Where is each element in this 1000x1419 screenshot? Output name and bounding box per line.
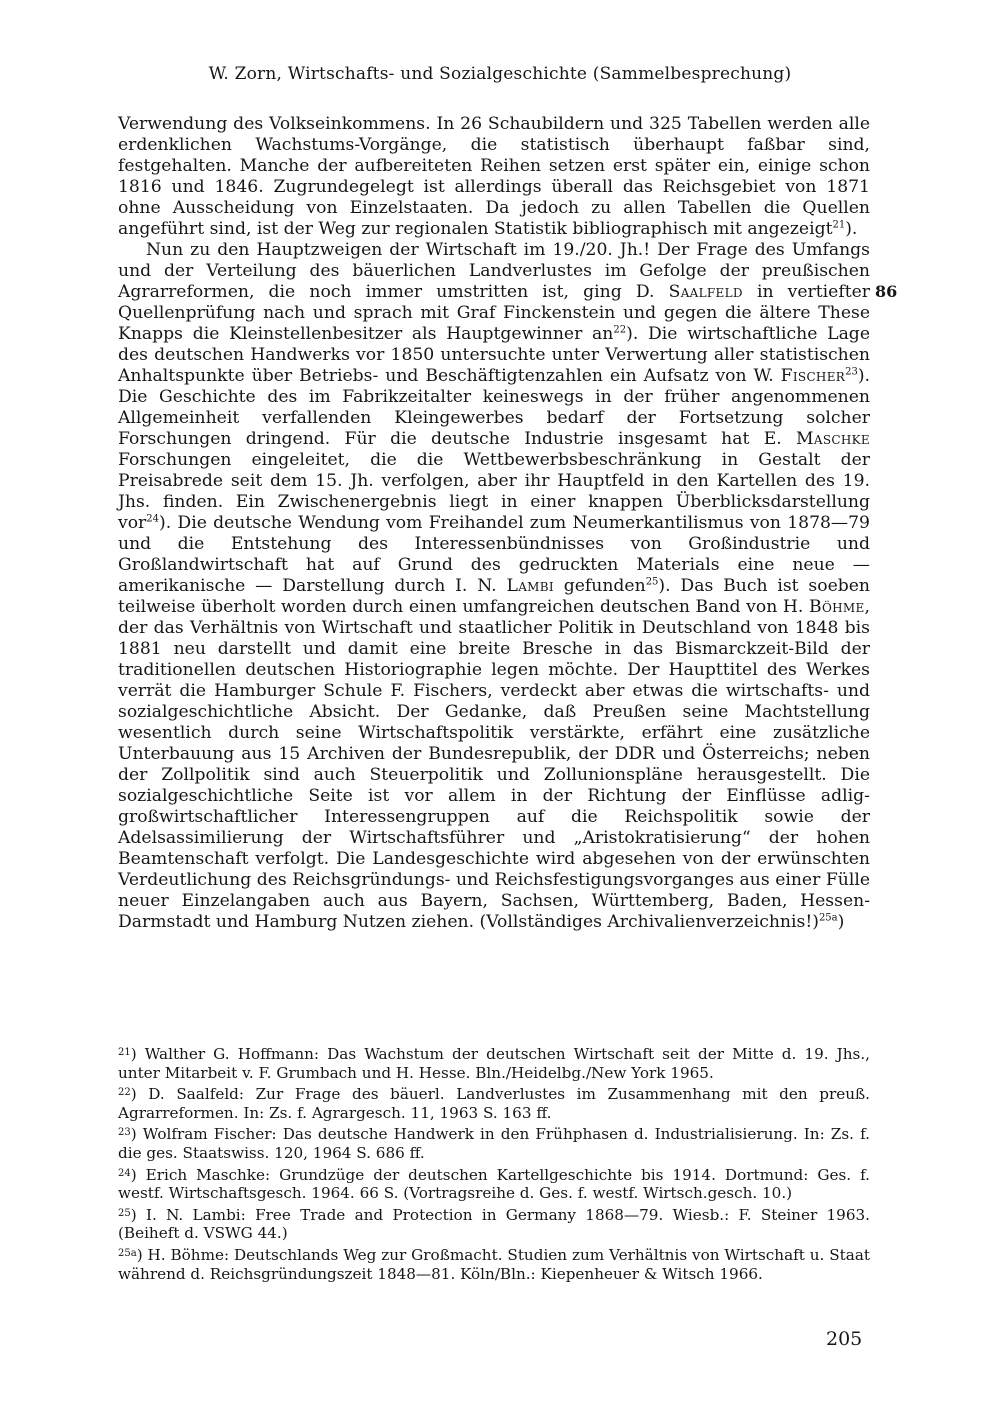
footnote-mark: 21: [118, 1047, 131, 1058]
footnote-mark: 24: [118, 1167, 131, 1179]
text-segment: ). Die deutsche Wendung vom Freihandel zum Neumerkantilismus von 1878—79 und die Entstehung des Interessenbündnisses von Großindustrie und Großlandwirtschaft hat auf Grund des gedruckten Materials eine neue — amerikanische — Darstellung durch I. N.: [118, 513, 870, 596]
footnote-ref-24: 24: [146, 513, 160, 525]
author-name-maschke: Maschke: [796, 429, 870, 449]
author-name-boehme: Böhme: [809, 597, 865, 617]
text-segment: gefunden: [553, 576, 646, 596]
footnote-ref-22: 22: [613, 324, 627, 336]
paragraph-1-end: ).: [845, 219, 858, 239]
text-segment: in vertiefter Quellenprüfung nach und sprach mit Graf Finckenstein und gegen die ältere These Knapps die Kleinstellenbesitzer als Hauptgewinner an: [118, 282, 870, 344]
footnote-mark: 22: [118, 1087, 131, 1099]
footnote-ref-21: 21: [832, 219, 846, 231]
text-segment: ). Das Buch ist soeben teilweise überholt worden durch einen umfangreichen deutschen Band von H.: [118, 576, 870, 617]
footnote-text: ) I. N. Lambi: Free Trade and Protection in Germany 1868—79. Wiesb.: F. Steiner 1963. (Beiheft d. VSWG 44.): [118, 1205, 870, 1243]
running-header: W. Zorn, Wirtschafts- und Sozialgeschichte (Sammelbesprechung): [208, 64, 792, 84]
footnote-25: [118, 1206, 870, 1243]
author-name-lambi: Lambi: [506, 576, 554, 596]
text-segment: ): [837, 912, 845, 932]
footnote-23: [118, 1125, 870, 1162]
main-text: [118, 114, 870, 933]
footnote-21: [118, 1045, 870, 1082]
footnote-text: ) Wolfram Fischer: Das deutsche Handwerk in den Frühphasen d. Industrialisierung. In: Zs. f. die ges. Staatswiss. 120, 1964 S. 686 ff.: [118, 1125, 870, 1162]
paragraph-1: [118, 114, 870, 240]
footnote-24: [118, 1166, 870, 1203]
footnote-text: ) H. Böhme: Deutschlands Weg zur Großmacht. Studien zum Verhältnis von Wirtschaft u. Staat während d. Reichsgründungszeit 1848—81. Köln/Bln.: Kiepenheuer & Witsch 1966.: [118, 1245, 870, 1283]
footnote-25a: [118, 1246, 870, 1283]
footnote-mark: 23: [118, 1127, 131, 1139]
page-number: 205: [826, 1328, 863, 1350]
footnote-text: ) D. Saalfeld: Zur Frage des bäuerl. Landverlustes im Zusammenhang mit den preuß. Agrarreformen. In: Zs. f. Agrargesch. 11, 1963 S. 163 ff.: [118, 1085, 870, 1122]
paragraph-2: [118, 240, 870, 933]
footnote-text: ) Walther G. Hoffmann: Das Wachstum der deutschen Wirtschaft seit der Mitte d. 19. Jhs., unter Mitarbeit v. F. Grumbach und H. Hesse. Bln./Heidelbg./New York 1965.: [118, 1045, 870, 1082]
footnote-ref-23: 23: [845, 366, 858, 378]
footnote-mark: 25a: [118, 1247, 137, 1259]
margin-number: 86: [875, 282, 898, 301]
footnotes: [118, 1045, 870, 1286]
paragraph-1-text: Verwendung des Volkseinkommens. In 26 Schaubildern und 325 Tabellen werden alle erdenklichen Wachstums-Vorgänge, die statistisch überhaupt faßbar sind, festgehalten. Manche der aufbereiteten Reihen setzen erst später ein, einige schon 1816 und 1846. Zugrundegelegt ist allerdings überall das Reichsgebiet von 1871 ohne Ausscheidung von Einzelstaaten. Da jedoch zu allen Tabellen die Quellen angeführt sind, ist der Weg zur regionalen Statistik bibliographisch mit angezeigt: [118, 114, 870, 239]
footnote-22: [118, 1085, 870, 1122]
footnote-ref-25: 25: [645, 576, 659, 588]
text-segment: ). Die wirtschaftliche Lage des deutschen Handwerks vor 1850 untersuchte unter Verwertung aller statistischen Anhaltspunkte über Betriebs- und Beschäftigtenzahlen ein Aufsatz von W.: [118, 324, 870, 386]
text-segment: , der das Verhältnis von Wirtschaft und staatlicher Politik in Deutschland von 1848 bis 1881 neu darstellt und damit eine breite Bresche in das Bismarckzeit-Bild der traditionellen deutschen Historiographie legen möchte. Der Haupttitel des Werkes verrät die Hamburger Schule F. Fischers, verdeckt aber etwas die wirtschafts- und sozialgeschichtliche Absicht. Der Gedanke, daß Preußen seine Machtstellung wesentlich durch seine Wirtschaftspolitik verstärkte, erfährt eine zusätzliche Unterbauung aus 15 Archiven der Bundesrepublik, der DDR und Österreichs; neben der Zollpolitik sind auch Steuerpolitik und Zollunionspläne herausgestellt. Die sozialgeschichtliche Seite ist vor allem in der Richtung der Einflüsse adlig-großwirtschaftlicher Interessengruppen auf die Reichspolitik sowie der Adelsassimilierung der Wirtschaftsführer und „Aristokratisierung“ der hohen Beamtenschaft verfolgt. Die Landesgeschichte wird abgesehen von der erwünschten Verdeutlichung des Reichsgründungs- und Reichsfestigungsvorganges aus einer Fülle neuer Einzelangaben auch aus Bayern, Sachsen, Württemberg, Baden, Hessen-Darmstadt und Hamburg Nutzen ziehen. (Vollständiges Archivalienverzeichnis!): [118, 597, 870, 932]
author-name-fischer: Fischer: [780, 366, 846, 386]
footnote-mark: 25: [118, 1207, 131, 1219]
footnote-ref-25a: 25a: [818, 912, 838, 924]
text-segment: Forschungen eingeleitet, die die Wettbewerbsbeschränkung in Gestalt der Preisabrede seit dem 15. Jh. verfolgen, aber ihr Hauptfeld in den Kartellen des 19. Jhs. finden. Ein Zwischenergebnis liegt in einer knappen Überblicksdarstellung vor: [118, 450, 870, 533]
text-segment: Nun zu den Hauptzweigen der Wirtschaft im 19./20. Jh.! Der Frage des Umfangs und der Verteilung des bäuerlichen Landverlustes im Gefolge der preußischen Agrarreformen, die noch immer umstritten ist, ging D.: [118, 240, 870, 302]
text-segment: ). Die Geschichte des im Fabrikzeitalter keineswegs in der früher angenommenen Allgemeinheit verfallenden Kleingewerbes bedarf der Fortsetzung solcher Forschungen dringend. Für die deutsche Industrie insgesamt hat E.: [118, 366, 870, 449]
footnote-text: ) Erich Maschke: Grundzüge der deutschen Kartellgeschichte bis 1914. Dortmund: Ges. f. westf. Wirtschaftsgesch. 1964. 66 S. (Vortragsreihe d. Ges. f. westf. Wirtsch.gesch. 10.): [118, 1165, 870, 1203]
author-name-saalfeld: Saalfeld: [668, 282, 743, 302]
